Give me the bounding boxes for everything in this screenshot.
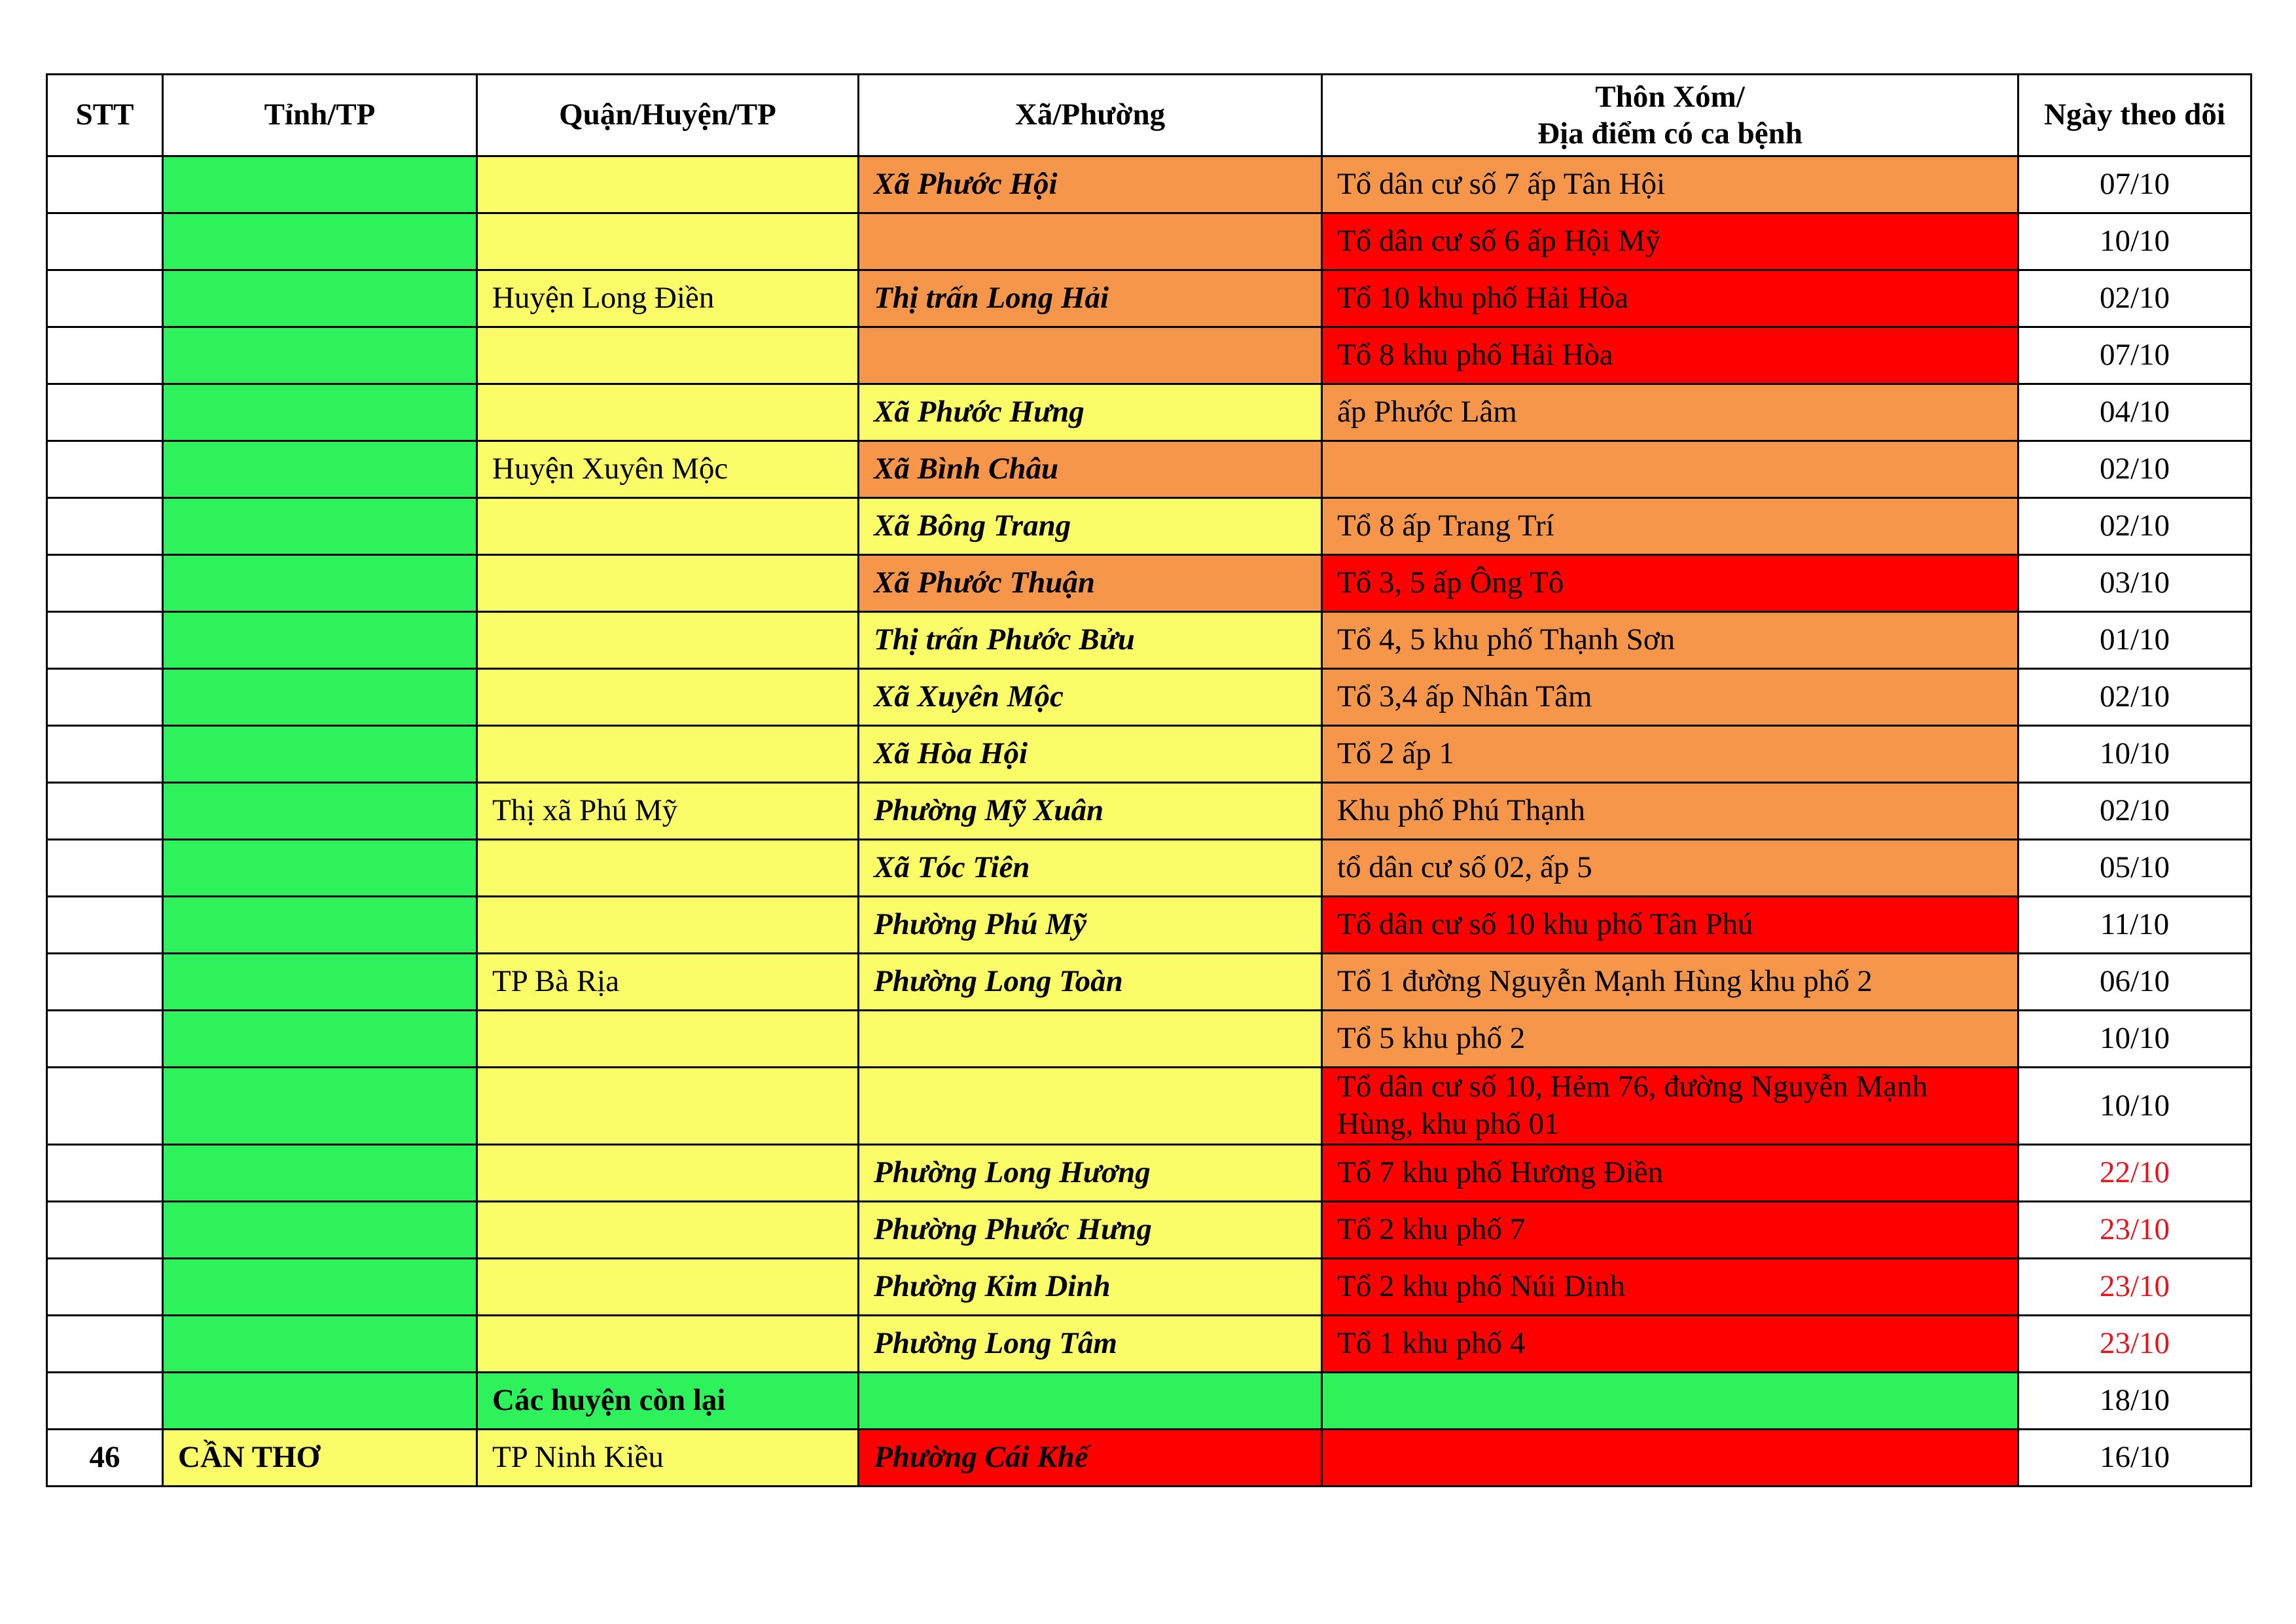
table-row	[47, 1068, 2251, 1145]
cell-province	[163, 270, 477, 327]
cell-date: 02/10	[2018, 441, 2251, 498]
cell-stt	[47, 726, 163, 783]
cell-ward	[859, 213, 1322, 270]
cell-stt	[47, 1201, 163, 1258]
cell-location: Khu phố Phú Thạnh	[1322, 783, 2018, 840]
table-row	[47, 555, 2251, 612]
cell-district	[477, 840, 859, 897]
cell-ward: Phường Long Tâm	[859, 1315, 1322, 1372]
cell-district	[477, 612, 859, 669]
cell-date: 22/10	[2018, 1144, 2251, 1201]
cell-location: Tổ 8 khu phố Hải Hòa	[1322, 327, 2018, 384]
table-row	[47, 897, 2251, 954]
table-row	[47, 384, 2251, 441]
cell-district: TP Ninh Kiều	[477, 1429, 859, 1486]
table-row	[47, 1144, 2251, 1201]
cell-date: 05/10	[2018, 840, 2251, 897]
cell-ward: Xã Phước Hưng	[859, 384, 1322, 441]
cell-province: CẦN THƠ	[163, 1429, 477, 1486]
cell-province	[163, 555, 477, 612]
cell-district	[477, 1315, 859, 1372]
cell-stt	[47, 384, 163, 441]
cell-location: Tổ 7 khu phố Hương Điền	[1322, 1144, 2018, 1201]
cell-province	[163, 669, 477, 726]
cell-date: 02/10	[2018, 270, 2251, 327]
cell-stt	[47, 1068, 163, 1145]
cell-ward: Xã Xuyên Mộc	[859, 669, 1322, 726]
header-stt: STT	[47, 75, 163, 156]
cell-date: 23/10	[2018, 1258, 2251, 1315]
cell-ward: Phường Phú Mỹ	[859, 897, 1322, 954]
cell-ward: Xã Hòa Hội	[859, 726, 1322, 783]
header-district: Quận/Huyện/TP	[477, 75, 859, 156]
table-row	[47, 1429, 2251, 1486]
cell-location: Tổ 2 ấp 1	[1322, 726, 2018, 783]
cell-location: Tổ 2 khu phố Núi Dinh	[1322, 1258, 2018, 1315]
cell-location: tổ dân cư số 02, ấp 5	[1322, 840, 2018, 897]
table-row	[47, 270, 2251, 327]
cell-stt	[47, 1372, 163, 1429]
cell-province	[163, 726, 477, 783]
cell-date: 10/10	[2018, 1011, 2251, 1068]
cell-date: 07/10	[2018, 327, 2251, 384]
table-row	[47, 1011, 2251, 1068]
cell-ward: Phường Long Hương	[859, 1144, 1322, 1201]
cell-ward: Thị trấn Phước Bửu	[859, 612, 1322, 669]
cell-date: 06/10	[2018, 954, 2251, 1011]
cell-stt	[47, 1258, 163, 1315]
cell-province	[163, 1068, 477, 1145]
table-row	[47, 1201, 2251, 1258]
cell-district: Thị xã Phú Mỹ	[477, 783, 859, 840]
cell-location: Tổ 1 đường Nguyễn Mạnh Hùng khu phố 2	[1322, 954, 2018, 1011]
cell-ward: Xã Bình Châu	[859, 441, 1322, 498]
table-row	[47, 726, 2251, 783]
cell-province	[163, 327, 477, 384]
cell-location: Tổ 1 khu phố 4	[1322, 1315, 2018, 1372]
cell-province	[163, 1144, 477, 1201]
table-row	[47, 1258, 2251, 1315]
cell-stt	[47, 783, 163, 840]
cell-district	[477, 1258, 859, 1315]
header-row	[47, 75, 2251, 156]
cell-date: 03/10	[2018, 555, 2251, 612]
cell-stt	[47, 156, 163, 213]
cell-ward	[859, 1372, 1322, 1429]
cell-location	[1322, 1429, 2018, 1486]
header-ward: Xã/Phường	[859, 75, 1322, 156]
table-row	[47, 669, 2251, 726]
cell-date: 11/10	[2018, 897, 2251, 954]
cell-province	[163, 897, 477, 954]
cell-province	[163, 1372, 477, 1429]
cell-location: Tổ 10 khu phố Hải Hòa	[1322, 270, 2018, 327]
cell-district	[477, 1068, 859, 1145]
cell-province	[163, 441, 477, 498]
cell-location: Tổ 5 khu phố 2	[1322, 1011, 2018, 1068]
cell-ward: Xã Bông Trang	[859, 498, 1322, 555]
cell-date: 07/10	[2018, 156, 2251, 213]
table-row	[47, 327, 2251, 384]
cell-date: 10/10	[2018, 213, 2251, 270]
cell-ward: Xã Phước Hội	[859, 156, 1322, 213]
cell-ward	[859, 1011, 1322, 1068]
cell-district	[477, 384, 859, 441]
cell-district	[477, 213, 859, 270]
cell-district: Các huyện còn lại	[477, 1372, 859, 1429]
cell-province	[163, 783, 477, 840]
cell-stt	[47, 669, 163, 726]
cell-district	[477, 327, 859, 384]
cell-date: 02/10	[2018, 783, 2251, 840]
cell-ward	[859, 327, 1322, 384]
table-row	[47, 1372, 2251, 1429]
header-date: Ngày theo dõi	[2018, 75, 2251, 156]
cell-district	[477, 555, 859, 612]
cell-province	[163, 1011, 477, 1068]
cell-date: 02/10	[2018, 669, 2251, 726]
cell-district: TP Bà Rịa	[477, 954, 859, 1011]
cell-stt	[47, 612, 163, 669]
cell-location: Tổ dân cư số 10 khu phố Tân Phú	[1322, 897, 2018, 954]
cell-date: 10/10	[2018, 726, 2251, 783]
cell-stt	[47, 840, 163, 897]
cell-location	[1322, 1372, 2018, 1429]
cell-date: 18/10	[2018, 1372, 2251, 1429]
cell-district	[477, 726, 859, 783]
cell-province	[163, 840, 477, 897]
cell-stt	[47, 498, 163, 555]
table-row	[47, 783, 2251, 840]
table-row	[47, 612, 2251, 669]
cell-stt	[47, 954, 163, 1011]
cell-district: Huyện Long Điền	[477, 270, 859, 327]
cell-ward: Xã Tóc Tiên	[859, 840, 1322, 897]
cell-district	[477, 1144, 859, 1201]
cell-stt	[47, 213, 163, 270]
cell-stt	[47, 1011, 163, 1068]
cell-stt	[47, 441, 163, 498]
cell-stt	[47, 555, 163, 612]
cell-stt	[47, 270, 163, 327]
cell-ward: Phường Cái Khế	[859, 1429, 1322, 1486]
header-location-line1: Thôn Xóm/	[1595, 79, 1745, 114]
cell-location: Tổ dân cư số 7 ấp Tân Hội	[1322, 156, 2018, 213]
cell-location: Tổ dân cư số 10, Hẻm 76, đường Nguyễn Mạnh Hùng, khu phố 01	[1322, 1068, 2018, 1145]
cell-stt	[47, 327, 163, 384]
cell-date: 16/10	[2018, 1429, 2251, 1486]
table-body	[47, 156, 2251, 1487]
cell-stt	[47, 897, 163, 954]
cell-date: 01/10	[2018, 612, 2251, 669]
cell-province	[163, 156, 477, 213]
cell-ward: Phường Phước Hưng	[859, 1201, 1322, 1258]
cell-location: Tổ 4, 5 khu phố Thạnh Sơn	[1322, 612, 2018, 669]
cell-date: 23/10	[2018, 1201, 2251, 1258]
cell-location: Tổ 3,4 ấp Nhân Tâm	[1322, 669, 2018, 726]
cell-district	[477, 1201, 859, 1258]
cell-date: 10/10	[2018, 1068, 2251, 1145]
outbreak-locations-table	[46, 73, 2252, 1487]
cell-ward	[859, 1068, 1322, 1145]
header-province: Tỉnh/TP	[163, 75, 477, 156]
cell-location: ấp Phước Lâm	[1322, 384, 2018, 441]
cell-province	[163, 1258, 477, 1315]
cell-province	[163, 612, 477, 669]
cell-stt: 46	[47, 1429, 163, 1486]
cell-district	[477, 669, 859, 726]
table-row	[47, 156, 2251, 213]
cell-province	[163, 498, 477, 555]
cell-ward: Thị trấn Long Hải	[859, 270, 1322, 327]
cell-location: Tổ 8 ấp Trang Trí	[1322, 498, 2018, 555]
cell-province	[163, 1315, 477, 1372]
header-location-line2: Địa điểm có ca bệnh	[1537, 117, 1803, 151]
cell-province	[163, 1201, 477, 1258]
table-row	[47, 498, 2251, 555]
cell-date: 04/10	[2018, 384, 2251, 441]
cell-district	[477, 498, 859, 555]
cell-ward: Phường Mỹ Xuân	[859, 783, 1322, 840]
cell-province	[163, 384, 477, 441]
cell-ward: Xã Phước Thuận	[859, 555, 1322, 612]
table-row	[47, 1315, 2251, 1372]
cell-ward: Phường Kim Dinh	[859, 1258, 1322, 1315]
cell-location: Tổ 2 khu phố 7	[1322, 1201, 2018, 1258]
cell-location: Tổ dân cư số 6 ấp Hội Mỹ	[1322, 213, 2018, 270]
cell-stt	[47, 1315, 163, 1372]
table-row	[47, 441, 2251, 498]
table-row	[47, 213, 2251, 270]
cell-date: 23/10	[2018, 1315, 2251, 1372]
cell-district	[477, 897, 859, 954]
cell-stt	[47, 1144, 163, 1201]
cell-location	[1322, 441, 2018, 498]
cell-district	[477, 156, 859, 213]
cell-province	[163, 954, 477, 1011]
header-location	[1322, 75, 2018, 156]
table-row	[47, 954, 2251, 1011]
table-row	[47, 840, 2251, 897]
cell-location: Tổ 3, 5 ấp Ông Tô	[1322, 555, 2018, 612]
cell-district: Huyện Xuyên Mộc	[477, 441, 859, 498]
cell-province	[163, 213, 477, 270]
cell-ward: Phường Long Toàn	[859, 954, 1322, 1011]
cell-district	[477, 1011, 859, 1068]
cell-date: 02/10	[2018, 498, 2251, 555]
